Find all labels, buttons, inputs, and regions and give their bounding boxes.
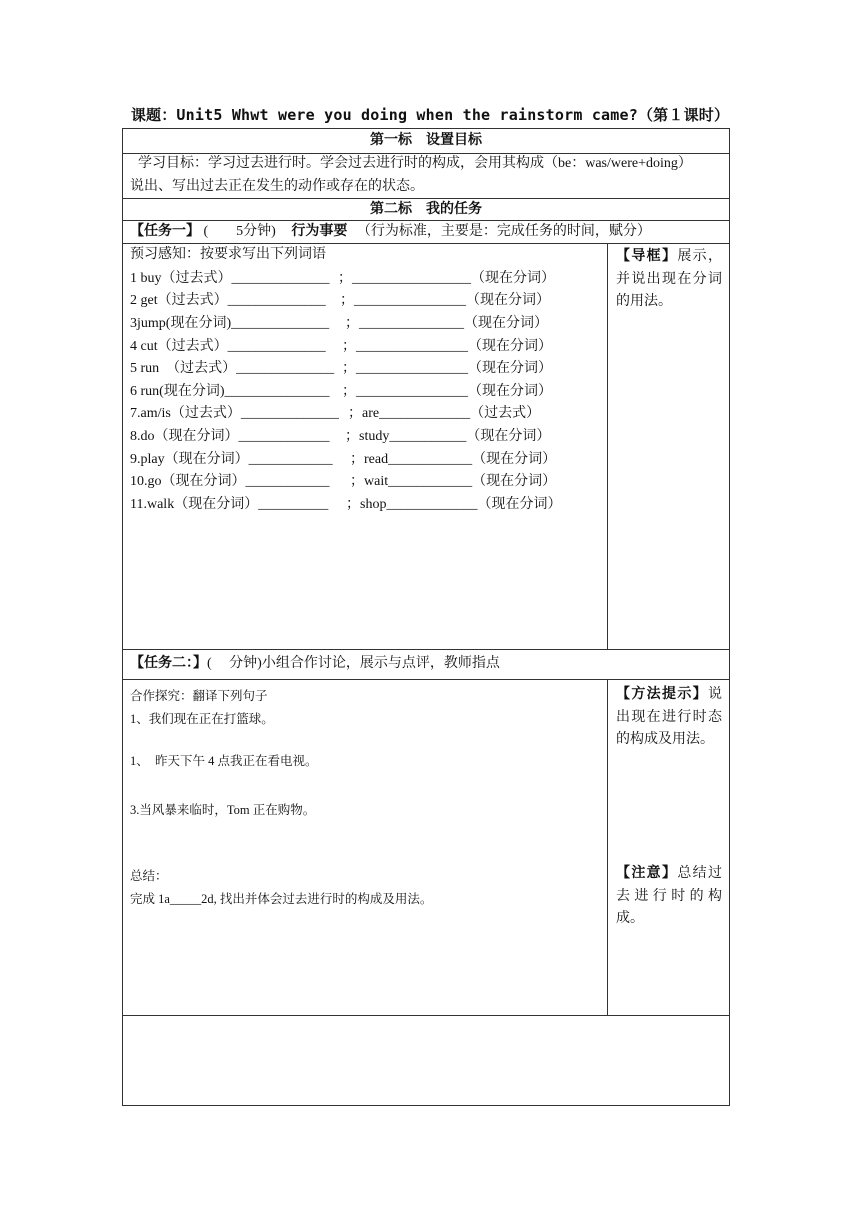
row-divider bbox=[122, 649, 730, 650]
word-item-b: ；read____________（现在分词） bbox=[350, 452, 557, 467]
attention-note bbox=[616, 863, 722, 931]
word-item-b: ；study___________（现在分词） bbox=[345, 429, 551, 444]
column-divider bbox=[607, 243, 608, 649]
word-item-b: ；________________（现在分词） bbox=[342, 339, 552, 354]
behavior-text: （行为标准，主要是：完成任务的时间，赋分） bbox=[356, 224, 651, 239]
row-divider bbox=[122, 198, 730, 199]
word-item-a: 2 get（过去式）______________ bbox=[130, 293, 326, 308]
task1-header bbox=[130, 223, 651, 241]
word-item-a: 6 run(现在分词)_______________ bbox=[130, 384, 330, 399]
word-item-a: 11.walk（现在分词）__________ bbox=[130, 497, 329, 512]
word-item-b: ；wait____________（现在分词） bbox=[350, 474, 557, 489]
column-divider bbox=[607, 679, 608, 1015]
sentence-1: 1、我们现在正在打篮球。 bbox=[130, 712, 274, 726]
method-tip-text: 说出现在进行时态的构成及用法。 bbox=[616, 687, 722, 747]
task2-text: ( 分钟)小组合作讨论，展示与点评，教师指点 bbox=[207, 656, 500, 671]
row-divider bbox=[122, 243, 730, 244]
word-item-a: 1 buy（过去式）______________ bbox=[130, 271, 330, 286]
method-tip-key: 【方法提示】 bbox=[616, 687, 708, 702]
objective-line-2: 说出、写出过去正在发生的动作或存在的状态。 bbox=[130, 179, 424, 194]
row-divider bbox=[122, 220, 730, 221]
word-item-a: 3jump(现在分词)______________ bbox=[130, 316, 330, 331]
word-item-b: ；________________（现在分词） bbox=[340, 293, 550, 308]
sentence-2: 1、 昨天下午 4 点我正在看电视。 bbox=[130, 754, 318, 768]
word-item-b: ；shop_____________（现在分词） bbox=[346, 497, 562, 512]
section1-heading: 第一标 设置目标 bbox=[370, 133, 482, 148]
task1-time: ( 5分钟) bbox=[203, 224, 276, 239]
attention-text: 总结过去进行时的构成。 bbox=[616, 866, 723, 926]
task1-label: 【任务一】 bbox=[130, 224, 200, 239]
page-title: 课题：Unit5 Whwt were you doing when the rainstorm came?（第１课时） bbox=[130, 106, 730, 124]
word-item-a: 8.do（现在分词）_____________ bbox=[130, 429, 330, 444]
word-item-a: 9.play（现在分词）____________ bbox=[130, 452, 333, 467]
word-item-a: 7.am/is（过去式）______________ bbox=[130, 406, 339, 421]
guide-box-key: 【导框】 bbox=[616, 249, 678, 264]
behavior-label: 行为事要 bbox=[291, 224, 348, 239]
task2-label: 【任务二：】 bbox=[130, 656, 207, 671]
summary-label: 总结： bbox=[130, 869, 168, 883]
summary-text: 完成 1a_____2d, 找出并体会过去进行时的构成及用法。 bbox=[130, 892, 433, 906]
attention-key: 【注意】 bbox=[616, 866, 678, 881]
section2-heading: 第二标 我的任务 bbox=[370, 202, 482, 217]
row-divider bbox=[122, 679, 730, 680]
task2-intro: 合作探究：翻译下列句子 bbox=[130, 689, 268, 703]
word-item-a: 10.go（现在分词）____________ bbox=[130, 474, 330, 489]
word-item-b: ；are_____________（过去式） bbox=[348, 406, 541, 421]
word-item-b: ；_______________（现在分词） bbox=[345, 316, 548, 331]
method-tip-note bbox=[616, 684, 722, 752]
word-item-b: ；________________（现在分词） bbox=[342, 384, 552, 399]
sentence-3: 3.当风暴来临时，Tom 正在购物。 bbox=[130, 803, 316, 817]
row-divider bbox=[122, 1015, 730, 1016]
guide-box-note bbox=[616, 246, 722, 314]
word-item-a: 4 cut（过去式）______________ bbox=[130, 339, 326, 354]
objective-line-1: 学习目标：学习过去进行时。学会过去进行时的构成，会用其构成（be：was/were+doing） bbox=[138, 156, 692, 171]
task2-header bbox=[130, 655, 500, 673]
task1-intro: 预习感知：按要求写出下列词语 bbox=[130, 247, 326, 262]
row-divider bbox=[122, 153, 730, 154]
word-item-b: ；_________________（现在分词） bbox=[338, 271, 555, 286]
word-item-b: ；________________（现在分词） bbox=[342, 361, 552, 376]
guide-box-text: 展示，并说出现在分词的用法。 bbox=[616, 249, 723, 309]
word-item-a: 5 run （过去式）______________ bbox=[130, 361, 335, 376]
